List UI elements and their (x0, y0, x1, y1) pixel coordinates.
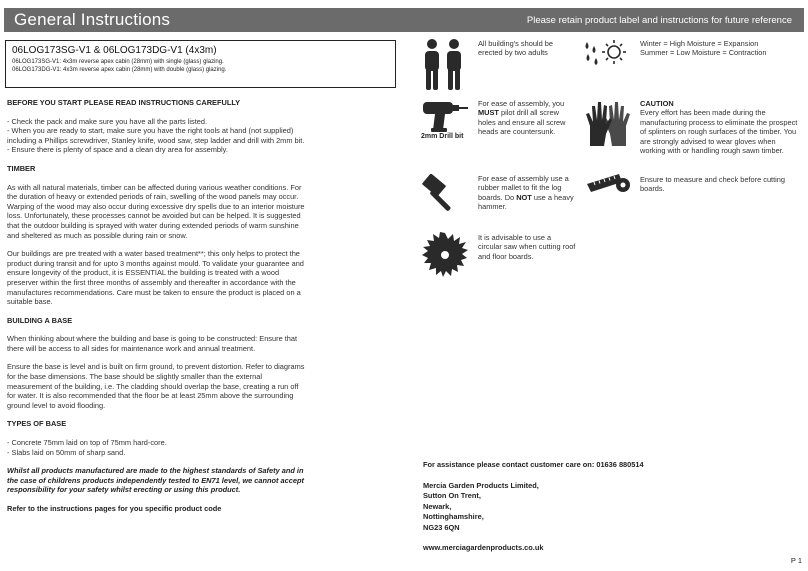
timber-heading: TIMBER (7, 163, 36, 173)
product-title: 06LOG173SG-V1 & 06LOG173DG-V1 (4x3m) (12, 45, 217, 56)
circular-saw-icon (422, 232, 468, 278)
drill-bit-label: 2mm Drill bit (421, 133, 464, 140)
base-paragraph-1: When thinking about where the building and base is going to be constructed: Ensure that there will be access to all sides for maintenance work and annual treatment. (7, 334, 298, 353)
address-line: Nottinghamshire, (423, 512, 484, 521)
refer-note: Refer to the instructions pages for you specific product code (7, 504, 222, 513)
website-link[interactable]: www.merciagardenproducts.co.uk (423, 543, 544, 552)
drill-text-bold: MUST (478, 108, 499, 118)
mallet-icon (422, 174, 462, 214)
product-variant-line: 06LOG173DG-V1: 4x3m reverse apex cabin (28mm) with double (glass) glazing. (12, 67, 227, 73)
gloves-text (640, 99, 802, 155)
caution-heading: CAUTION (640, 99, 674, 108)
saw-text: It is advisable to use a circular saw when cutting roof and floor boards. (478, 233, 576, 261)
address-line: Sutton On Trent, (423, 491, 481, 500)
drill-text-post: pilot drill all screw holes and ensure all screw heads are countersunk. (478, 108, 566, 137)
tape-measure-icon (585, 172, 631, 196)
page-number: P 1 (790, 556, 802, 565)
before-heading: BEFORE YOU START PLEASE READ INSTRUCTIONS CAREFULLY (7, 98, 241, 107)
base-heading: BUILDING A BASE (7, 315, 73, 325)
header-notice: Please retain product label and instructions for future reference (526, 14, 792, 26)
timber-paragraph-1: As with all natural materials, timber can be affected during various weather conditions. For the duration of heavy or extended periods of rain, swelling of the wood panels may occur. Warping of the wood may also occur during excessive dry spells due to an interior moisture loss. Unfortunately, these processes cannot be avoided but can be helped. It is suggested that the outdoor building is sprayed with water during extended periods of warm sunshine and sheltered as much as possible during rain or snow. (7, 182, 305, 240)
address-line: Newark, (423, 501, 452, 511)
page-title: General Instructions (14, 10, 171, 29)
mallet-text (478, 174, 578, 212)
product-code-box (5, 40, 396, 88)
instructions-column (7, 98, 307, 523)
caution-body: Every effort has been made during the manufacturing process to eliminate the prospect of splinters on rough surfaces of the timber. You are strongly advised to wear gloves when working with or handling rough sawn timber. (640, 108, 798, 156)
mallet-text-post: use a heavy hammer. (478, 192, 574, 212)
people-text: All building's should be erected by two adults (478, 39, 553, 58)
types-heading: TYPES OF BASE (7, 419, 67, 429)
address-line: NG23 6QN (423, 522, 460, 532)
contact-block (423, 460, 644, 554)
types-body: - Concrete 75mm laid on top of 75mm hard-core. - Slabs laid on 50mm of sharp sand. (7, 438, 167, 457)
gloves-icon (584, 98, 632, 148)
drill-icon (421, 98, 469, 132)
mallet-text-pre: For ease of assembly use a rubber mallet to fit the log boards. Do (478, 174, 569, 202)
address-line: Mercia Garden Products Limited, (423, 480, 539, 490)
drill-text-pre: For ease of assembly, you (478, 99, 565, 108)
tape-text: Ensure to measure and check before cutting boards. (640, 175, 786, 194)
mallet-text-bold: NOT (516, 192, 532, 202)
product-variant-line: 06LOG173SG-V1: 4x3m reverse apex cabin (28mm) with single (glass) glazing. (12, 59, 224, 65)
base-paragraph-2: Ensure the base is level and is built on firm ground, to prevent distortion. Refer to diagrams for the base dimensions. The base should be slightly smaller than the external measurement of the building, i.e. The cladding should overlap the base, creating a run off for water. It is also recommended that the floor be at least 25mm above the surrounding ground level to avoid flooding. (7, 362, 305, 410)
timber-paragraph-2: Our buildings are pre treated with a water based treatment**; this only helps to protect the product during transit and for upto 3 months against mould. To validate your guarantee and ensure longevity of the product, it is ESSENTIAL the building is treated with a wood preserver within the first three months of assembly and thereafter in accordance with the manufactures recommendations. Care must be taken to ensure the product is placed on a suitable base. (7, 249, 304, 307)
drill-text (478, 99, 578, 137)
safety-disclaimer: Whilst all products manufactured are made to the highest standards of Safety and in the case of childrens products independently tested to EN71 level, we cannot accept responsibility for your safety whilst erecting or using this product. (7, 466, 304, 495)
customer-care-line: For assistance please contact customer care on: 01636 880514 (423, 460, 644, 469)
two-people-icon (418, 38, 468, 92)
weather-icon (582, 38, 630, 72)
before-body: - Check the pack and make sure you have all the parts listed. - When you are ready to start, make sure you have the right tools at hand (not supplied) including a Phillips screwdriver, Stanley knife, wood saw, step ladder and drill with 2mm bit. - Ensure there is plenty of space and a clean dry area for assembly. (7, 116, 305, 155)
weather-text: Winter = High Moisture = Expansion Summer = Low Moisture = Contraction (640, 39, 767, 58)
header-bar (4, 8, 804, 32)
